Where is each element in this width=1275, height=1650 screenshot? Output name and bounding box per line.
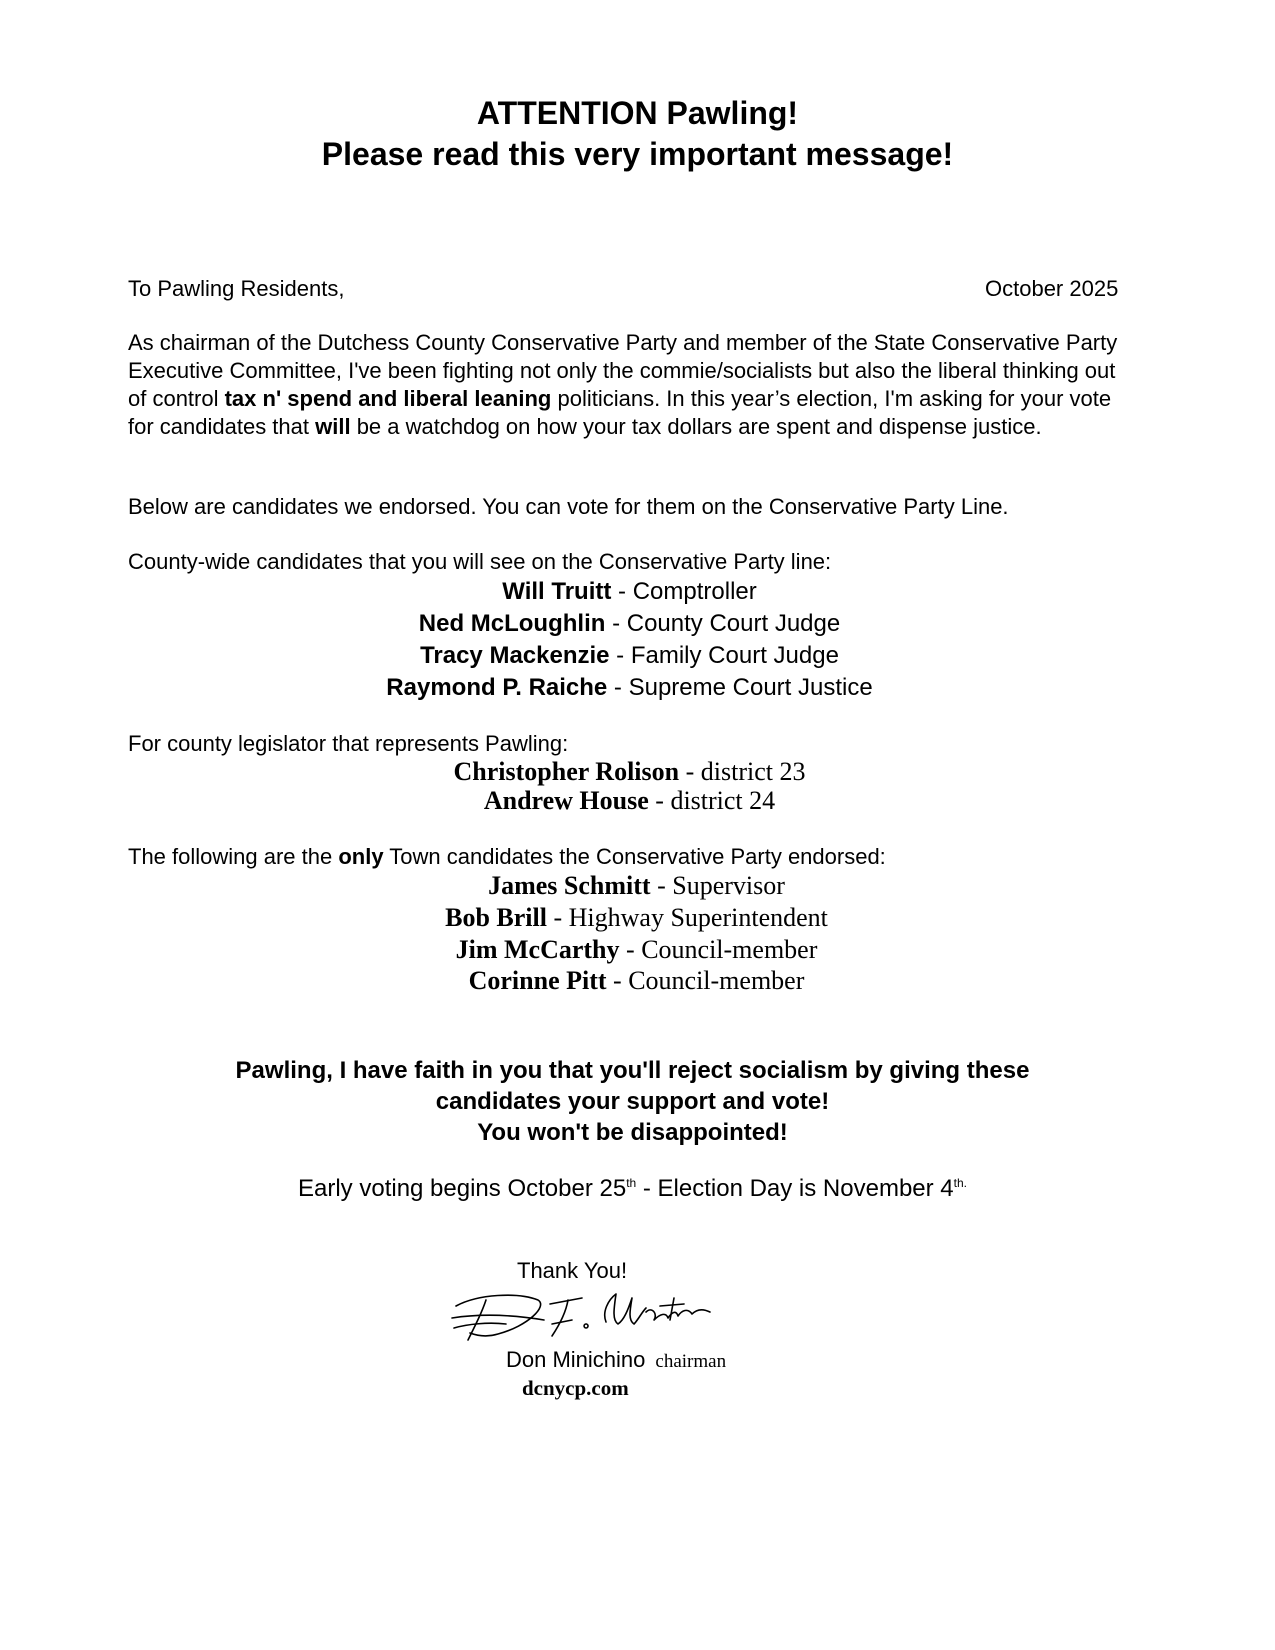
town-heading-text-2: Town candidates the Conservative Party endorsed: xyxy=(383,844,886,869)
signer-name: Don Minichino xyxy=(506,1347,646,1372)
legislator-heading: For county legislator that represents Pawling: xyxy=(128,731,569,756)
closing-line-3: You won't be disappointed! xyxy=(477,1119,788,1146)
county-candidate xyxy=(0,608,1267,640)
candidate-role: - Council-member xyxy=(619,935,818,964)
candidate-role: - Supervisor xyxy=(650,871,785,900)
salutation: To Pawling Residents, xyxy=(128,276,345,301)
town-heading xyxy=(128,843,886,871)
thank-you: Thank You! xyxy=(517,1258,628,1283)
town-heading-text-1: The following are the xyxy=(128,844,339,869)
town-heading-bold: only xyxy=(338,844,384,869)
candidate-role: - Comptroller xyxy=(611,578,757,605)
candidate-role: - district 23 xyxy=(679,757,806,786)
county-wide-heading: County-wide candidates that you will see on the Conservative Party line: xyxy=(128,549,832,574)
early-voting-sup: th xyxy=(626,1176,637,1190)
intro-text-2: politicians. In this year’s election, I'm asking for your vote for candidates that xyxy=(128,386,1112,439)
county-candidate xyxy=(0,640,1267,672)
signer-block xyxy=(506,1346,726,1376)
election-day-sup: th. xyxy=(953,1176,967,1190)
intro-text-3: be a watchdog on how your tax dollars are spent and dispense justice. xyxy=(350,414,1042,439)
voting-dates xyxy=(0,1174,1270,1204)
website-text: dcnycp.com xyxy=(522,1376,629,1400)
letter-date: October 2025 xyxy=(985,276,1119,301)
candidate-name: Jim McCarthy xyxy=(455,935,620,964)
legislator-candidate xyxy=(0,757,1267,787)
signer-title: chairman xyxy=(655,1351,727,1372)
candidate-name: Will Truitt xyxy=(502,578,612,605)
candidate-name: Raymond P. Raiche xyxy=(386,674,608,701)
town-candidate xyxy=(0,871,1274,901)
candidate-name: Christopher Rolison xyxy=(453,757,680,786)
endorsed-intro: Below are candidates we endorsed. You can vote for them on the Conservative Party Line. xyxy=(128,494,1009,519)
candidate-name: Ned McLoughlin xyxy=(418,610,606,637)
candidate-name: Tracy Mackenzie xyxy=(420,642,610,669)
closing-line-2: candidates your support and vote! xyxy=(435,1088,830,1115)
intro-bold-1: tax n' spend and liberal leaning xyxy=(224,386,552,411)
closing-line-1: Pawling, I have faith in you that you'll reject socialism by giving these xyxy=(235,1057,1030,1084)
county-candidate xyxy=(0,576,1267,608)
candidate-name: Andrew House xyxy=(483,786,649,815)
legislator-candidate xyxy=(0,786,1267,816)
candidate-name: Bob Brill xyxy=(445,903,547,932)
intro-paragraph xyxy=(128,329,1138,441)
candidate-role: - Highway Superintendent xyxy=(546,903,828,932)
candidate-name: Corinne Pitt xyxy=(468,966,607,995)
signature-image xyxy=(448,1284,723,1346)
intro-bold-2: will xyxy=(315,414,351,439)
intro-text-1: As chairman of the Dutchess County Conservative Party and member of the State Conservative Party Executive Committee, I've been fighting not only the commie/socialists but also the liberal thinking out of control xyxy=(128,330,1118,411)
candidate-role: - Council-member xyxy=(606,966,805,995)
town-candidate xyxy=(0,935,1274,965)
candidate-role: - County Court Judge xyxy=(605,610,841,637)
candidate-role: - Family Court Judge xyxy=(609,642,839,669)
candidate-role: - Supreme Court Justice xyxy=(607,674,873,701)
headline-line-2: Please read this very important message! xyxy=(321,136,954,172)
headline-line-1: ATTENTION Pawling! xyxy=(476,95,799,131)
town-candidate xyxy=(0,966,1274,996)
candidate-name: James Schmitt xyxy=(488,871,651,900)
town-candidate xyxy=(0,903,1274,933)
election-day-text: - Election Day is November 4 xyxy=(636,1175,954,1202)
county-candidate xyxy=(0,672,1267,704)
candidate-role: - district 24 xyxy=(648,786,776,815)
early-voting-text: Early voting begins October 25 xyxy=(298,1175,627,1202)
